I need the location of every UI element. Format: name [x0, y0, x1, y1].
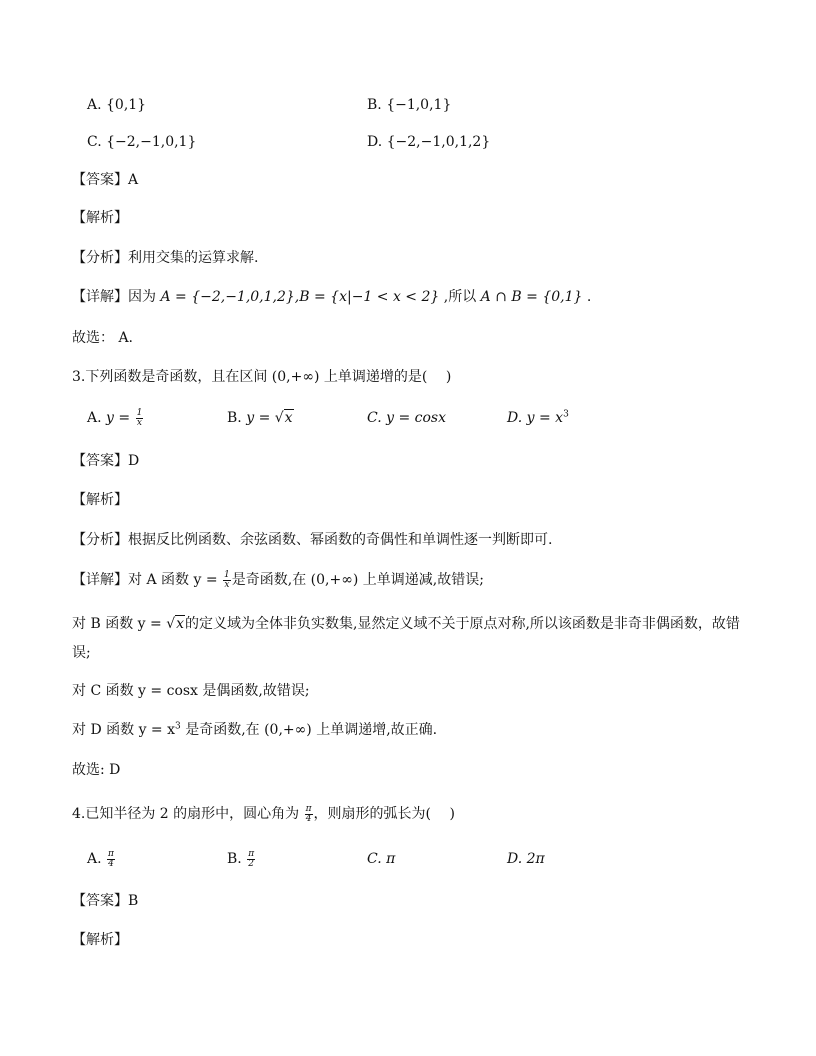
q3-detail-b	[72, 614, 740, 634]
q4-option-b-prefix: B.	[227, 851, 247, 867]
q4-analysis-header: 【解析】	[72, 932, 128, 948]
q3-option-b	[227, 408, 294, 428]
q3-option-d	[507, 408, 569, 428]
q2-answer: 【答案】A	[72, 172, 139, 188]
q3-fenxi: 【分析】根据反比例函数、余弦函数、幂函数的奇偶性和单调性逐一判断即可.	[72, 532, 553, 548]
q4-option-c: C. π	[367, 851, 396, 867]
q2-choose: 故选： A.	[72, 330, 134, 346]
q2-option-b: B. {−1,0,1}	[367, 97, 452, 113]
q2-option-c: C. {−2,−1,0,1}	[87, 134, 197, 150]
fraction-numerator: π	[248, 848, 255, 859]
q3-analysis-header: 【解析】	[72, 492, 128, 508]
q4-option-b-fraction	[247, 850, 255, 869]
fraction-denominator: 4	[305, 813, 312, 824]
fraction-denominator: 4	[108, 858, 114, 869]
q2-detail	[72, 287, 591, 307]
q3-detail-a-start: 【详解】对 A 函数 y =	[72, 572, 223, 588]
q3-option-a-y: y =	[106, 410, 135, 426]
q3-detail-b-wrap: 误;	[72, 645, 91, 661]
q4-answer: 【答案】B	[72, 893, 139, 909]
fraction-numerator: 1	[136, 407, 143, 418]
q4-option-a	[87, 849, 116, 869]
q2-option-d: D. {−2,−1,0,1,2}	[367, 134, 491, 150]
fraction-denominator: 2	[248, 858, 255, 869]
q2-option-a: A. {0,1}	[87, 97, 147, 113]
q3-detail-b-sqrt	[166, 614, 185, 634]
q3-answer: 【答案】D	[72, 453, 140, 469]
q3-option-c: C. y = cosx	[367, 410, 447, 426]
sqrt-symbol: √	[274, 410, 284, 426]
q2-detail-math: A = {−2,−1,0,1,2},B = {x|−1 < x < 2}	[160, 289, 440, 305]
q3-option-d-exponent: 3	[563, 409, 569, 420]
q3-detail-d-exponent: 3	[175, 721, 181, 732]
fraction-numerator: π	[108, 848, 114, 859]
fraction-numerator: 1	[224, 569, 230, 580]
q4-option-d: D. 2π	[507, 851, 545, 867]
q3-choose: 故选: D	[72, 762, 121, 778]
q3-detail-a	[72, 570, 484, 590]
fraction-numerator: π	[305, 803, 312, 814]
sqrt-radicand: x	[176, 616, 185, 632]
q3-option-a	[87, 408, 144, 428]
q3-detail-d-end: 是奇函数,在 (0,+∞) 上单调递增,故正确.	[180, 722, 438, 738]
q2-detail-mid: ,所以	[439, 289, 481, 305]
sqrt-symbol: √	[166, 616, 176, 632]
q3-detail-b-end: 的定义域为全体非负实数集,显然定义域不关于原点对称,所以该函数是非奇非偶函数，故错	[185, 616, 740, 632]
q3-option-b-y: y =	[246, 410, 275, 426]
q3-detail-d	[72, 720, 437, 740]
q2-detail-prefix: 【详解】因为	[72, 289, 161, 305]
q4-option-b	[227, 849, 256, 869]
q3-detail-b-start: 对 B 函数 y =	[72, 616, 167, 632]
q2-detail-result: A ∩ B = {0,1}	[480, 289, 583, 305]
q3-detail-d-start: 对 D 函数 y = x	[72, 722, 176, 738]
q3-option-b-sqrt	[275, 408, 294, 428]
q2-analysis-header: 【解析】	[72, 210, 128, 226]
q3-detail-a-end: 是奇函数,在 (0,+∞) 上单调递减,故错误;	[231, 572, 484, 588]
q2-fenxi: 【分析】利用交集的运算求解.	[72, 250, 259, 266]
q3-option-a-prefix: A.	[87, 410, 107, 426]
q2-detail-end: .	[582, 289, 592, 305]
q3-option-a-fraction	[136, 409, 144, 428]
q3-option-d-base: D. y = x	[507, 410, 564, 426]
q4-question-end: ，则扇形的弧长为( )	[313, 806, 455, 822]
q4-option-a-fraction	[107, 850, 115, 869]
q4-option-a-prefix: A.	[87, 851, 107, 867]
q4-question	[72, 804, 455, 824]
q4-question-start: 4.已知半径为 2 的扇形中，圆心角为	[72, 806, 304, 822]
q3-detail-a-fraction	[223, 571, 231, 590]
q4-question-fraction	[305, 805, 313, 824]
fraction-denominator: x	[136, 417, 142, 428]
sqrt-radicand: x	[284, 410, 293, 426]
q3-question: 3.下列函数是奇函数，且在区间 (0,+∞) 上单调递增的是( )	[72, 369, 452, 385]
q3-option-b-prefix: B.	[227, 410, 247, 426]
fraction-denominator: x	[224, 579, 230, 590]
q3-detail-c: 对 C 函数 y = cosx 是偶函数,故错误;	[72, 683, 310, 699]
